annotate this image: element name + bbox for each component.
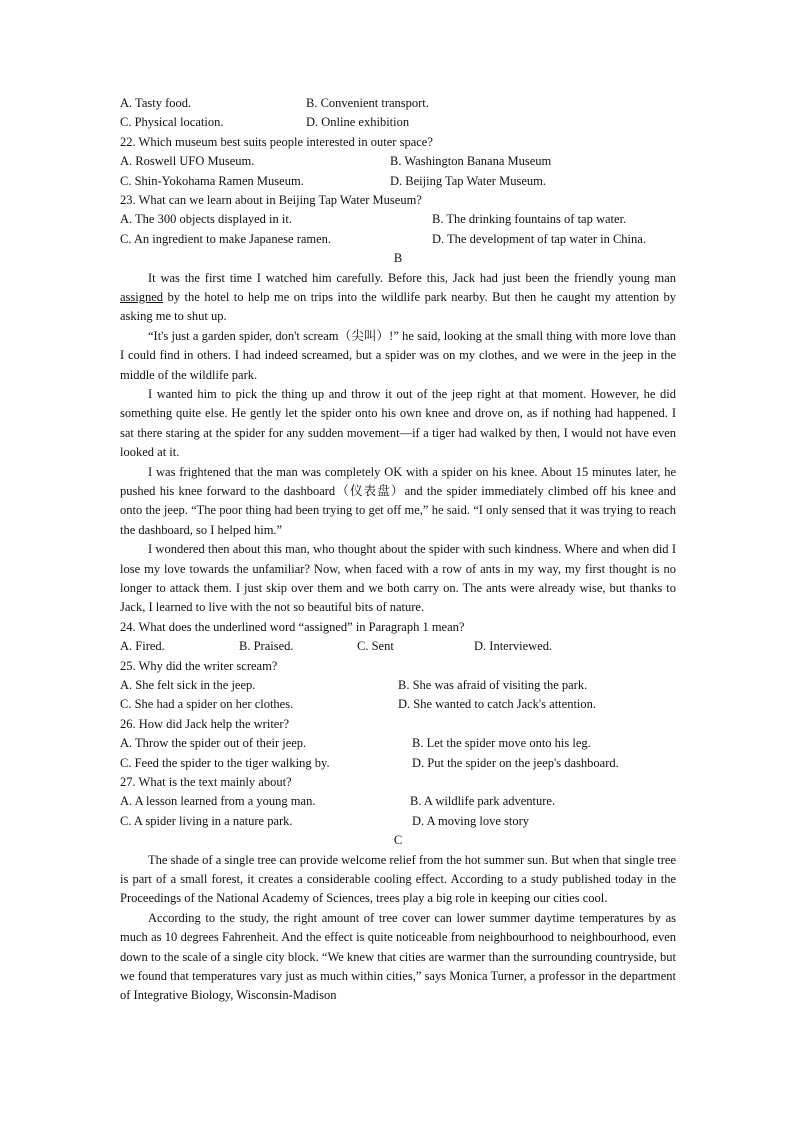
q26-option-c[interactable]: C. Feed the spider to the tiger walking by. — [120, 755, 330, 770]
section-c-paragraph-2: According to the study, the right amount of tree cover can lower summer daytime temperatures by as much as 10 degrees Fahrenheit. And the effect is quite noticeable from neighbourhood to neighbourhood, even down to the scale of a single city block. “We knew that cities are warmer than the surrounding countryside, but we found that temperatures vary just as much within cities,” says Monica Turner, a professor in the department of Integrative Biology, Wisconsin-Madison — [120, 910, 676, 1003]
q23-option-d[interactable]: D. The development of tap water in China. — [432, 231, 646, 246]
exam-page — [120, 94, 676, 1006]
q27-option-a[interactable]: A. A lesson learned from a young man. — [120, 794, 316, 809]
q22-options-row-2 — [120, 172, 676, 191]
q21-options-row-1 — [120, 94, 676, 113]
q22-option-d[interactable]: D. Beijing Tap Water Museum. — [390, 173, 546, 188]
q23-option-a[interactable]: A. The 300 objects displayed in it. — [120, 212, 292, 227]
q21-option-a[interactable]: A. Tasty food. — [120, 96, 192, 110]
section-b-paragraph-5: I wondered then about this man, who thought about the spider with such kindness. Where and when did I lose my love towards the unfamiliar? Now, when faced with a row of ants in my way, my first thought is no longer to attack them. I just skip over them and we both carry on. The ants were already wise, but thanks to Jack, I learned to live with the not so beautiful bits of nature. — [120, 542, 676, 615]
section-b-label: B — [393, 251, 403, 266]
paragraph-1-text-end: by the hotel to help me on trips into the wildlife park nearby. But then he caught my attention by asking me to shut up. — [120, 289, 676, 324]
section-c-paragraph-1: The shade of a single tree can provide welcome relief from the hot summer sun. But when that single tree is part of a small forest, it creates a considerable cooling effect. According to a study published today in the Proceedings of the National Academy of Sciences, trees play a big role in keeping our cities cool. — [120, 852, 676, 906]
section-b-paragraph-4: I was frightened that the man was completely OK with a spider on his knee. About 15 minutes later, he pushed his knee forward to the dashboard（仪表盘）and the spider immediately climbed off his knee and onto the jeep. “The poor thing had been trying to get off me,” he said. “I only sensed that it was trying to reach the dashboard, so I helped him.” — [120, 464, 676, 537]
q24-option-d[interactable]: D. Interviewed. — [474, 639, 553, 654]
q22-option-a[interactable]: A. Roswell UFO Museum. — [120, 154, 255, 169]
q23-option-c[interactable]: C. An ingredient to make Japanese ramen. — [120, 231, 332, 246]
q26-options-row-1 — [120, 734, 676, 753]
section-b-paragraph-3: I wanted him to pick the thing up and throw it out of the jeep right at that moment. However, he did something quite else. He gently let the spider onto his own knee and drove on, as if nothing had happened. I sat there staring at the spider for any sudden movement—if a tiger had walked by then, I would not have even looked at it. — [120, 386, 676, 460]
paragraph-1-text-start: It was the first time I watched him carefully. Before this, Jack had just been the friendly young man — [148, 270, 676, 285]
q27-options-row-2 — [120, 812, 676, 831]
q27-options-row-1 — [120, 792, 676, 811]
q27-stem: 27. What is the text mainly about? — [120, 774, 292, 789]
q23-options-row-2 — [120, 230, 676, 249]
q25-options-row-2 — [120, 695, 676, 714]
q25-options-row-1 — [120, 676, 676, 695]
q22-options-row-1 — [120, 152, 676, 171]
q24-options-row — [120, 637, 676, 656]
q25-option-c[interactable]: C. She had a spider on her clothes. — [120, 697, 294, 712]
q24-option-c[interactable]: C. Sent — [357, 639, 394, 654]
q21-option-b[interactable]: B. Convenient transport. — [306, 96, 429, 110]
q25-option-d[interactable]: D. She wanted to catch Jack's attention. — [398, 697, 597, 712]
q26-options-row-2 — [120, 754, 676, 773]
q26-option-a[interactable]: A. Throw the spider out of their jeep. — [120, 736, 307, 751]
q27-option-d[interactable]: D. A moving love story — [412, 813, 530, 828]
q24-option-a[interactable]: A. Fired. — [120, 639, 165, 654]
q25-stem: 25. Why did the writer scream? — [120, 658, 278, 673]
section-b-paragraph-1 — [120, 269, 676, 327]
q22-stem: 22. Which museum best suits people interested in outer space? — [120, 134, 433, 149]
q21-options-row-2 — [120, 113, 676, 132]
q21-option-c[interactable]: C. Physical location. — [120, 115, 224, 130]
section-b-paragraph-2: “It's just a garden spider, don't scream（尖叫）!” he said, looking at the small thing with more love than I could find in others. I had indeed screamed, but a spider was on my clothes, and we were in the jeep in the middle of the wildlife park. — [120, 328, 676, 382]
q25-option-a[interactable]: A. She felt sick in the jeep. — [120, 678, 256, 692]
underlined-word-assigned: assigned — [120, 289, 164, 304]
q23-options-row-1 — [120, 210, 676, 229]
q26-option-b[interactable]: B. Let the spider move onto his leg. — [412, 736, 591, 751]
q27-option-c[interactable]: C. A spider living in a nature park. — [120, 813, 293, 828]
q23-stem: 23. What can we learn about in Beijing Tap Water Museum? — [120, 192, 422, 207]
q27-option-b[interactable]: B. A wildlife park adventure. — [410, 794, 556, 809]
q21-option-d[interactable]: D. Online exhibition — [306, 115, 410, 130]
q24-stem: 24. What does the underlined word “assigned” in Paragraph 1 mean? — [120, 619, 465, 634]
q26-option-d[interactable]: D. Put the spider on the jeep's dashboard. — [412, 755, 619, 770]
q26-stem: 26. How did Jack help the writer? — [120, 716, 290, 731]
q25-option-b[interactable]: B. She was afraid of visiting the park. — [398, 678, 588, 692]
q24-option-b[interactable]: B. Praised. — [239, 639, 294, 654]
q22-option-b[interactable]: B. Washington Banana Museum — [390, 154, 552, 169]
q23-option-b[interactable]: B. The drinking fountains of tap water. — [432, 212, 627, 227]
q22-option-c[interactable]: C. Shin-Yokohama Ramen Museum. — [120, 173, 304, 188]
section-c-label: C — [393, 833, 403, 848]
